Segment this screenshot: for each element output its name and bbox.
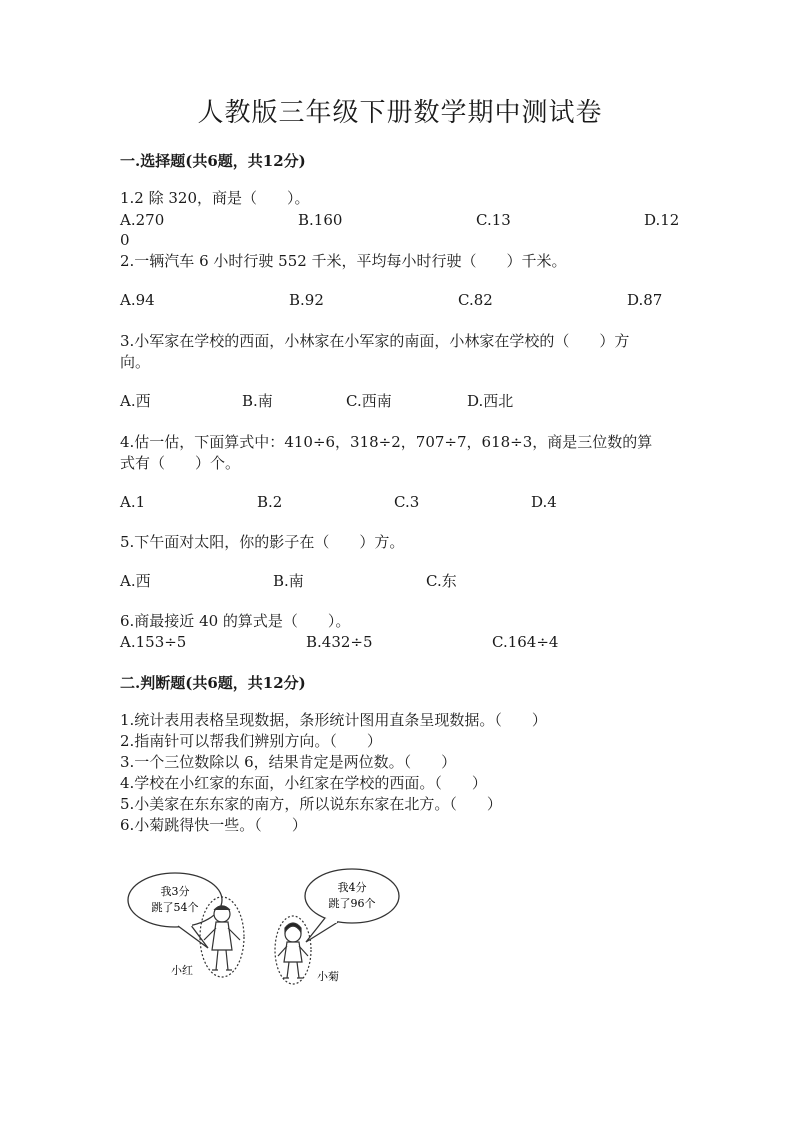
judge-item-2: 2.指南针可以帮我们辨别方向。（ ）	[120, 732, 382, 750]
q5-option-b: B.南	[273, 572, 304, 590]
girl-xiaoju-figure	[275, 916, 311, 984]
question-4-stem-line2: 式有（ ）个。	[120, 454, 241, 472]
q2-option-c: C.82	[458, 291, 493, 309]
q1-option-c: C.13	[476, 211, 511, 229]
q6-option-a: A.153÷5	[120, 633, 187, 651]
q3-option-b: B.南	[242, 392, 273, 410]
question-3-stem-line2: 向。	[120, 353, 151, 371]
q4-option-b: B.2	[257, 493, 283, 511]
jump-rope-illustration	[120, 862, 420, 992]
right-speech-bubble	[305, 869, 399, 942]
question-2-stem: 2.一辆汽车 6 小时行驶 552 千米，平均每小时行驶（ ）千米。	[120, 252, 567, 270]
q2-option-d: D.87	[627, 291, 663, 309]
section-heading-judge: 二.判断题(共6题，共12分)	[120, 674, 306, 692]
q3-option-a: A.西	[120, 392, 151, 410]
q1-option-a: A.270	[120, 211, 165, 229]
q6-option-c: C.164÷4	[492, 633, 559, 651]
judge-item-6: 6.小菊跳得快一些。（ ）	[120, 816, 307, 834]
right-bubble-text-1: 我4分	[337, 881, 367, 894]
judge-item-3: 3.一个三位数除以 6，结果肯定是两位数。（ ）	[120, 753, 457, 771]
q5-option-a: A.西	[120, 572, 151, 590]
judge-item-1: 1.统计表用表格呈现数据，条形统计图用直条呈现数据。（ ）	[120, 711, 547, 729]
q2-option-a: A.94	[120, 291, 155, 309]
question-3-stem-line1: 3.小军家在学校的西面，小林家在小军家的南面，小林家在学校的（ ）方	[120, 332, 630, 350]
q1-option-b: B.160	[298, 211, 343, 229]
question-4-stem-line1: 4.估一估，下面算式中：410÷6，318÷2，707÷7，618÷3，商是三位数的算	[120, 433, 653, 451]
q5-option-c: C.东	[426, 572, 457, 590]
girl-xiaohong-figure	[200, 897, 244, 977]
q4-option-d: D.4	[531, 493, 557, 511]
q2-option-b: B.92	[289, 291, 324, 309]
section-heading-choice: 一.选择题(共6题，共12分)	[120, 152, 306, 170]
q6-option-b: B.432÷5	[306, 633, 373, 651]
right-bubble-text-2: 跳了96个	[328, 897, 376, 910]
question-5-stem: 5.下午面对太阳，你的影子在（ ）方。	[120, 533, 405, 551]
q4-option-a: A.1	[120, 493, 146, 511]
question-6-stem: 6.商最接近 40 的算式是（ ）。	[120, 612, 351, 630]
q3-option-c: C.西南	[346, 392, 392, 410]
judge-item-4: 4.学校在小红家的东面，小红家在学校的西面。（ ）	[120, 774, 487, 792]
left-bubble-text-1: 我3分	[160, 885, 190, 898]
q3-option-d: D.西北	[467, 392, 514, 410]
page-title: 人教版三年级下册数学期中测试卷	[197, 98, 603, 128]
question-1-stem: 1.2 除 320，商是（ ）。	[120, 189, 310, 207]
q4-option-c: C.3	[394, 493, 420, 511]
q1-option-d-wrap: 0	[120, 231, 130, 249]
label-xiaohong: 小红	[171, 964, 193, 977]
judge-item-5: 5.小美家在东东家的南方，所以说东东家在北方。（ ）	[120, 795, 502, 813]
label-xiaoju: 小菊	[317, 970, 339, 983]
left-bubble-text-2: 跳了54个	[151, 901, 199, 914]
q1-option-d: D.12	[644, 211, 680, 229]
